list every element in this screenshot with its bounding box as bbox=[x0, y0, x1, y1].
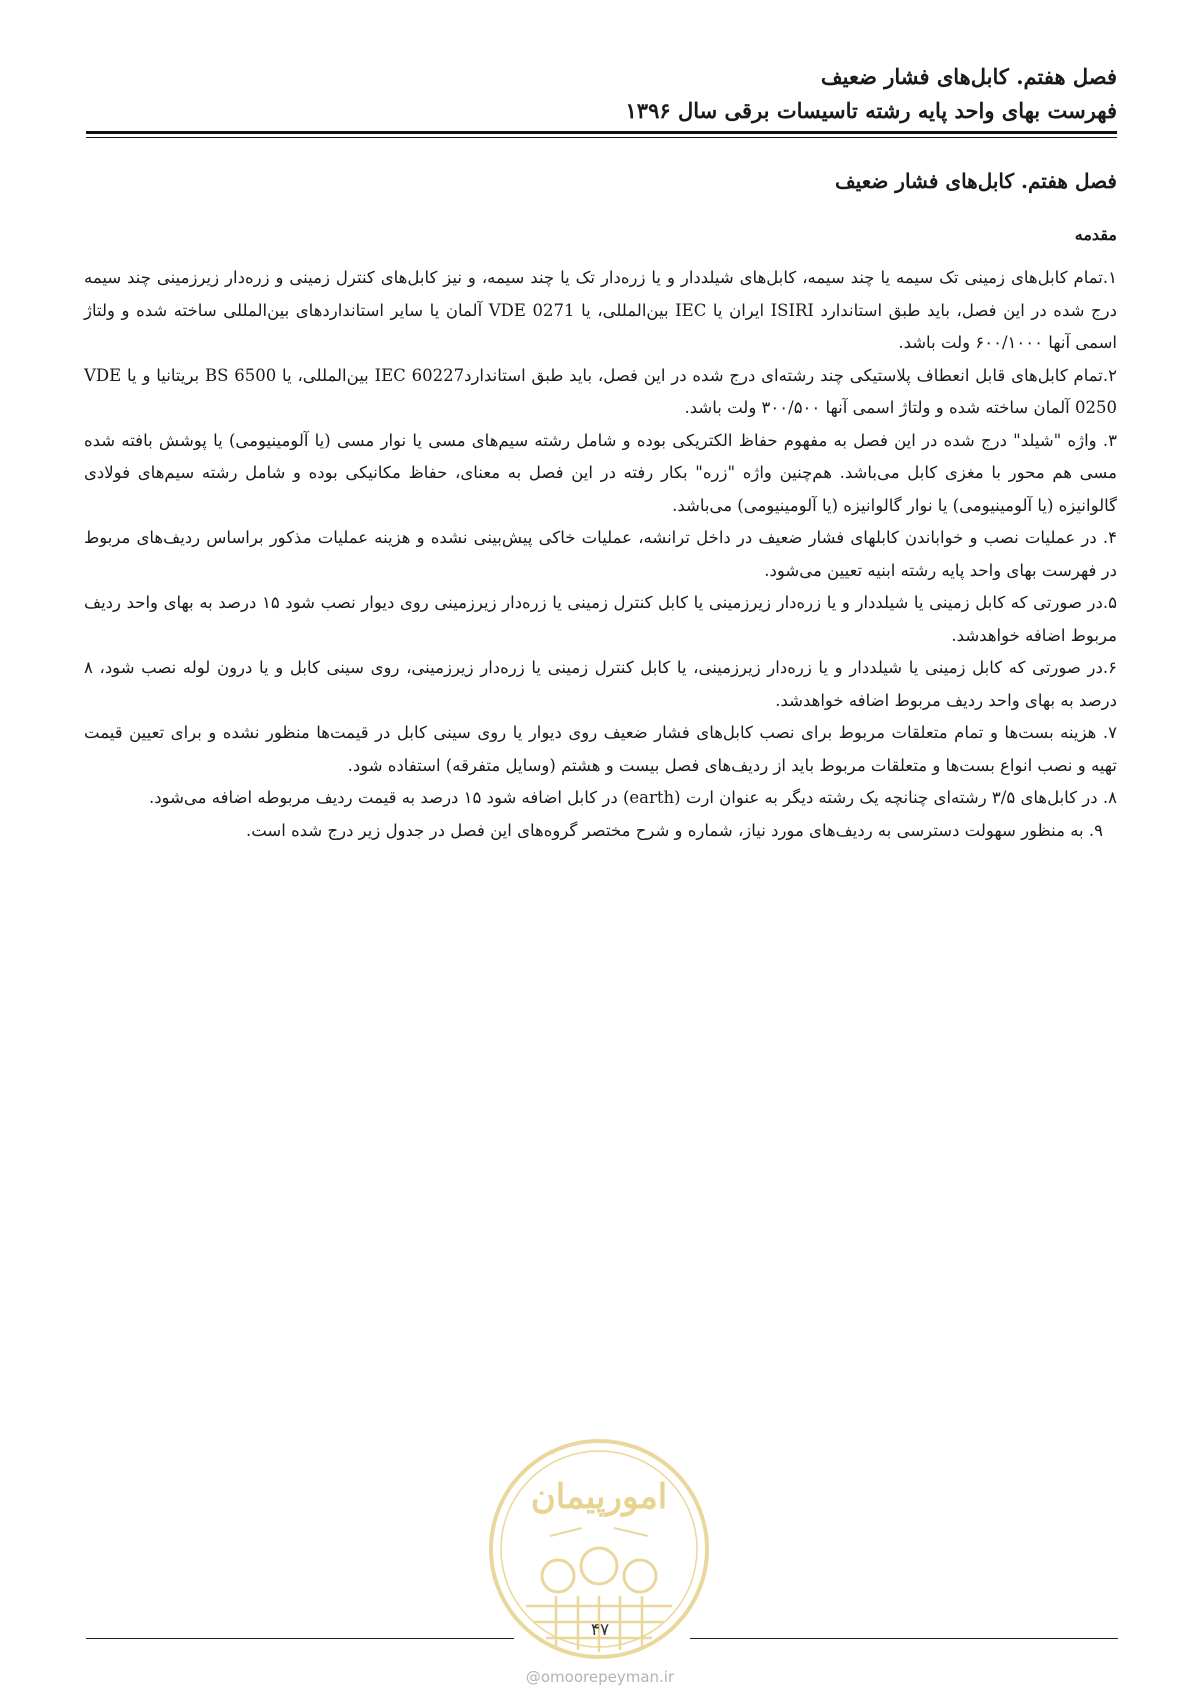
footer-rule-right bbox=[690, 1638, 1118, 1639]
paragraph-6: ۶.در صورتی که کابل زمینی یا شیلددار و یا زره‌دار زیرزمینی، یا کابل کنترل زمینی یا زره‌دار زیرزمینی، روی سینی کابل و یا درون لوله نصب شود، ۸ درصد به بهای واحد ردیف مربوط اضافه خواهدشد. bbox=[84, 658, 1117, 710]
header-document-title: فهرست بهای واحد پایه رشته تاسیسات برقی سال ۱۳۹۶ bbox=[625, 98, 1117, 123]
paragraph-7: ۷. هزینه بست‌ها و تمام متعلقات مربوط برای نصب کابل‌های فشار ضعیف روی دیوار یا روی سینی کابل در قیمت‌ها منظور نشده و برای تعیین قیمت تهیه و نصب انواع بست‌ها و متعلقات مربوط باید از ردیف‌های فصل بیست و هشتم (وسایل متفرقه) استفاده شود. bbox=[84, 723, 1117, 775]
page-number: ۴۷ bbox=[590, 1620, 610, 1640]
watermark-site: @omoorepeyman.ir bbox=[525, 1668, 675, 1686]
paragraph-3: ۳. واژه "شیلد" درج شده در این فصل به مفهوم حفاظ الکتریکی بوده و شامل رشته سیم‌های مسی یا نوار مسی (یا آلومینیومی) یا پوشش بافته شده مسی هم محور با مغزی کابل می‌باشد. هم‌چنین واژه "زره" بکار رفته در این فصل به معنای، حفاظ مکانیکی بوده و شامل رشته سیم‌های فولادی گالوانیزه (یا آلومینیومی) یا نوار گالوانیزه (یا آلومینیومی) می‌باشد. bbox=[84, 430, 1117, 515]
paragraph-8: ۸. در کابل‌های ۳/۵ رشته‌ای چنانچه یک رشته دیگر به عنوان ارت (earth) در کابل اضافه شود ۱۵ درصد به قیمت ردیف مربوطه اضافه می‌شود. bbox=[148, 788, 1117, 807]
paragraph-1: ۱.تمام کابل‌های زمینی تک سیمه یا چند سیمه، کابل‌های شیلددار و یا زره‌دار تک یا چند سیمه، و نیز کابل‌های کنترل زمینی و زره‌دار زیرزمینی چند سیمه درج شده در این فصل، باید طبق استاندارد ISIRI ایران یا IEC بین‌المللی، یا VDE 0271 آلمان یا سایر استانداردهای بین‌المللی ساخته شده و ولتاژ اسمی آنها ۶۰۰/۱۰۰۰ ولت باشد. bbox=[84, 268, 1117, 352]
paragraph-2: ۲.تمام کابل‌های قابل انعطاف پلاستیکی چند رشته‌ای درج شده در این فصل، باید طبق استانداردIEC 60227 بین‌المللی، یا BS 6500 بریتانیا و یا VDE 0250 آلمان ساخته شده و ولتاژ اسمی آنها ۳۰۰/۵۰۰ ولت باشد. bbox=[84, 365, 1118, 417]
paragraph-5: ۵.در صورتی که کابل زمینی یا شیلددار و یا زره‌دار زیرزمینی یا کابل کنترل زمینی یا زره‌دار زیرزمینی روی دیوار نصب شود ۱۵ درصد به بهای واحد ردیف مربوط اضافه خواهدشد. bbox=[84, 593, 1117, 645]
header-rule-thin bbox=[86, 137, 1117, 138]
paragraph-9: ۹. به منظور سهولت دسترسی به ردیف‌های مورد نیاز، شماره و شرح مختصر گروه‌های این فصل در جدول زیر درج شده است. bbox=[245, 820, 1103, 840]
section-heading-introduction: مقدمه bbox=[1074, 225, 1117, 244]
watermark-stamp-text: امورپیمان bbox=[530, 1477, 668, 1517]
chapter-title: فصل هفتم. کابل‌های فشار ضعیف bbox=[834, 169, 1117, 193]
paragraph-4: ۴. در عملیات نصب و خواباندن کابلهای فشار ضعیف در داخل ترانشه، عملیات خاکی پیش‌بینی نشده و هزینه عملیات مذکور براساس ردیف‌های مربوط در فهرست بهای واحد پایه رشته ابنیه تعیین می‌شود. bbox=[84, 528, 1118, 580]
header-rule-thick bbox=[86, 131, 1117, 134]
header-chapter-title: فصل هفتم. کابل‌های فشار ضعیف bbox=[820, 64, 1117, 89]
introduction-body bbox=[84, 262, 1117, 847]
footer-rule-left bbox=[86, 1638, 514, 1639]
page-header bbox=[86, 60, 1117, 128]
